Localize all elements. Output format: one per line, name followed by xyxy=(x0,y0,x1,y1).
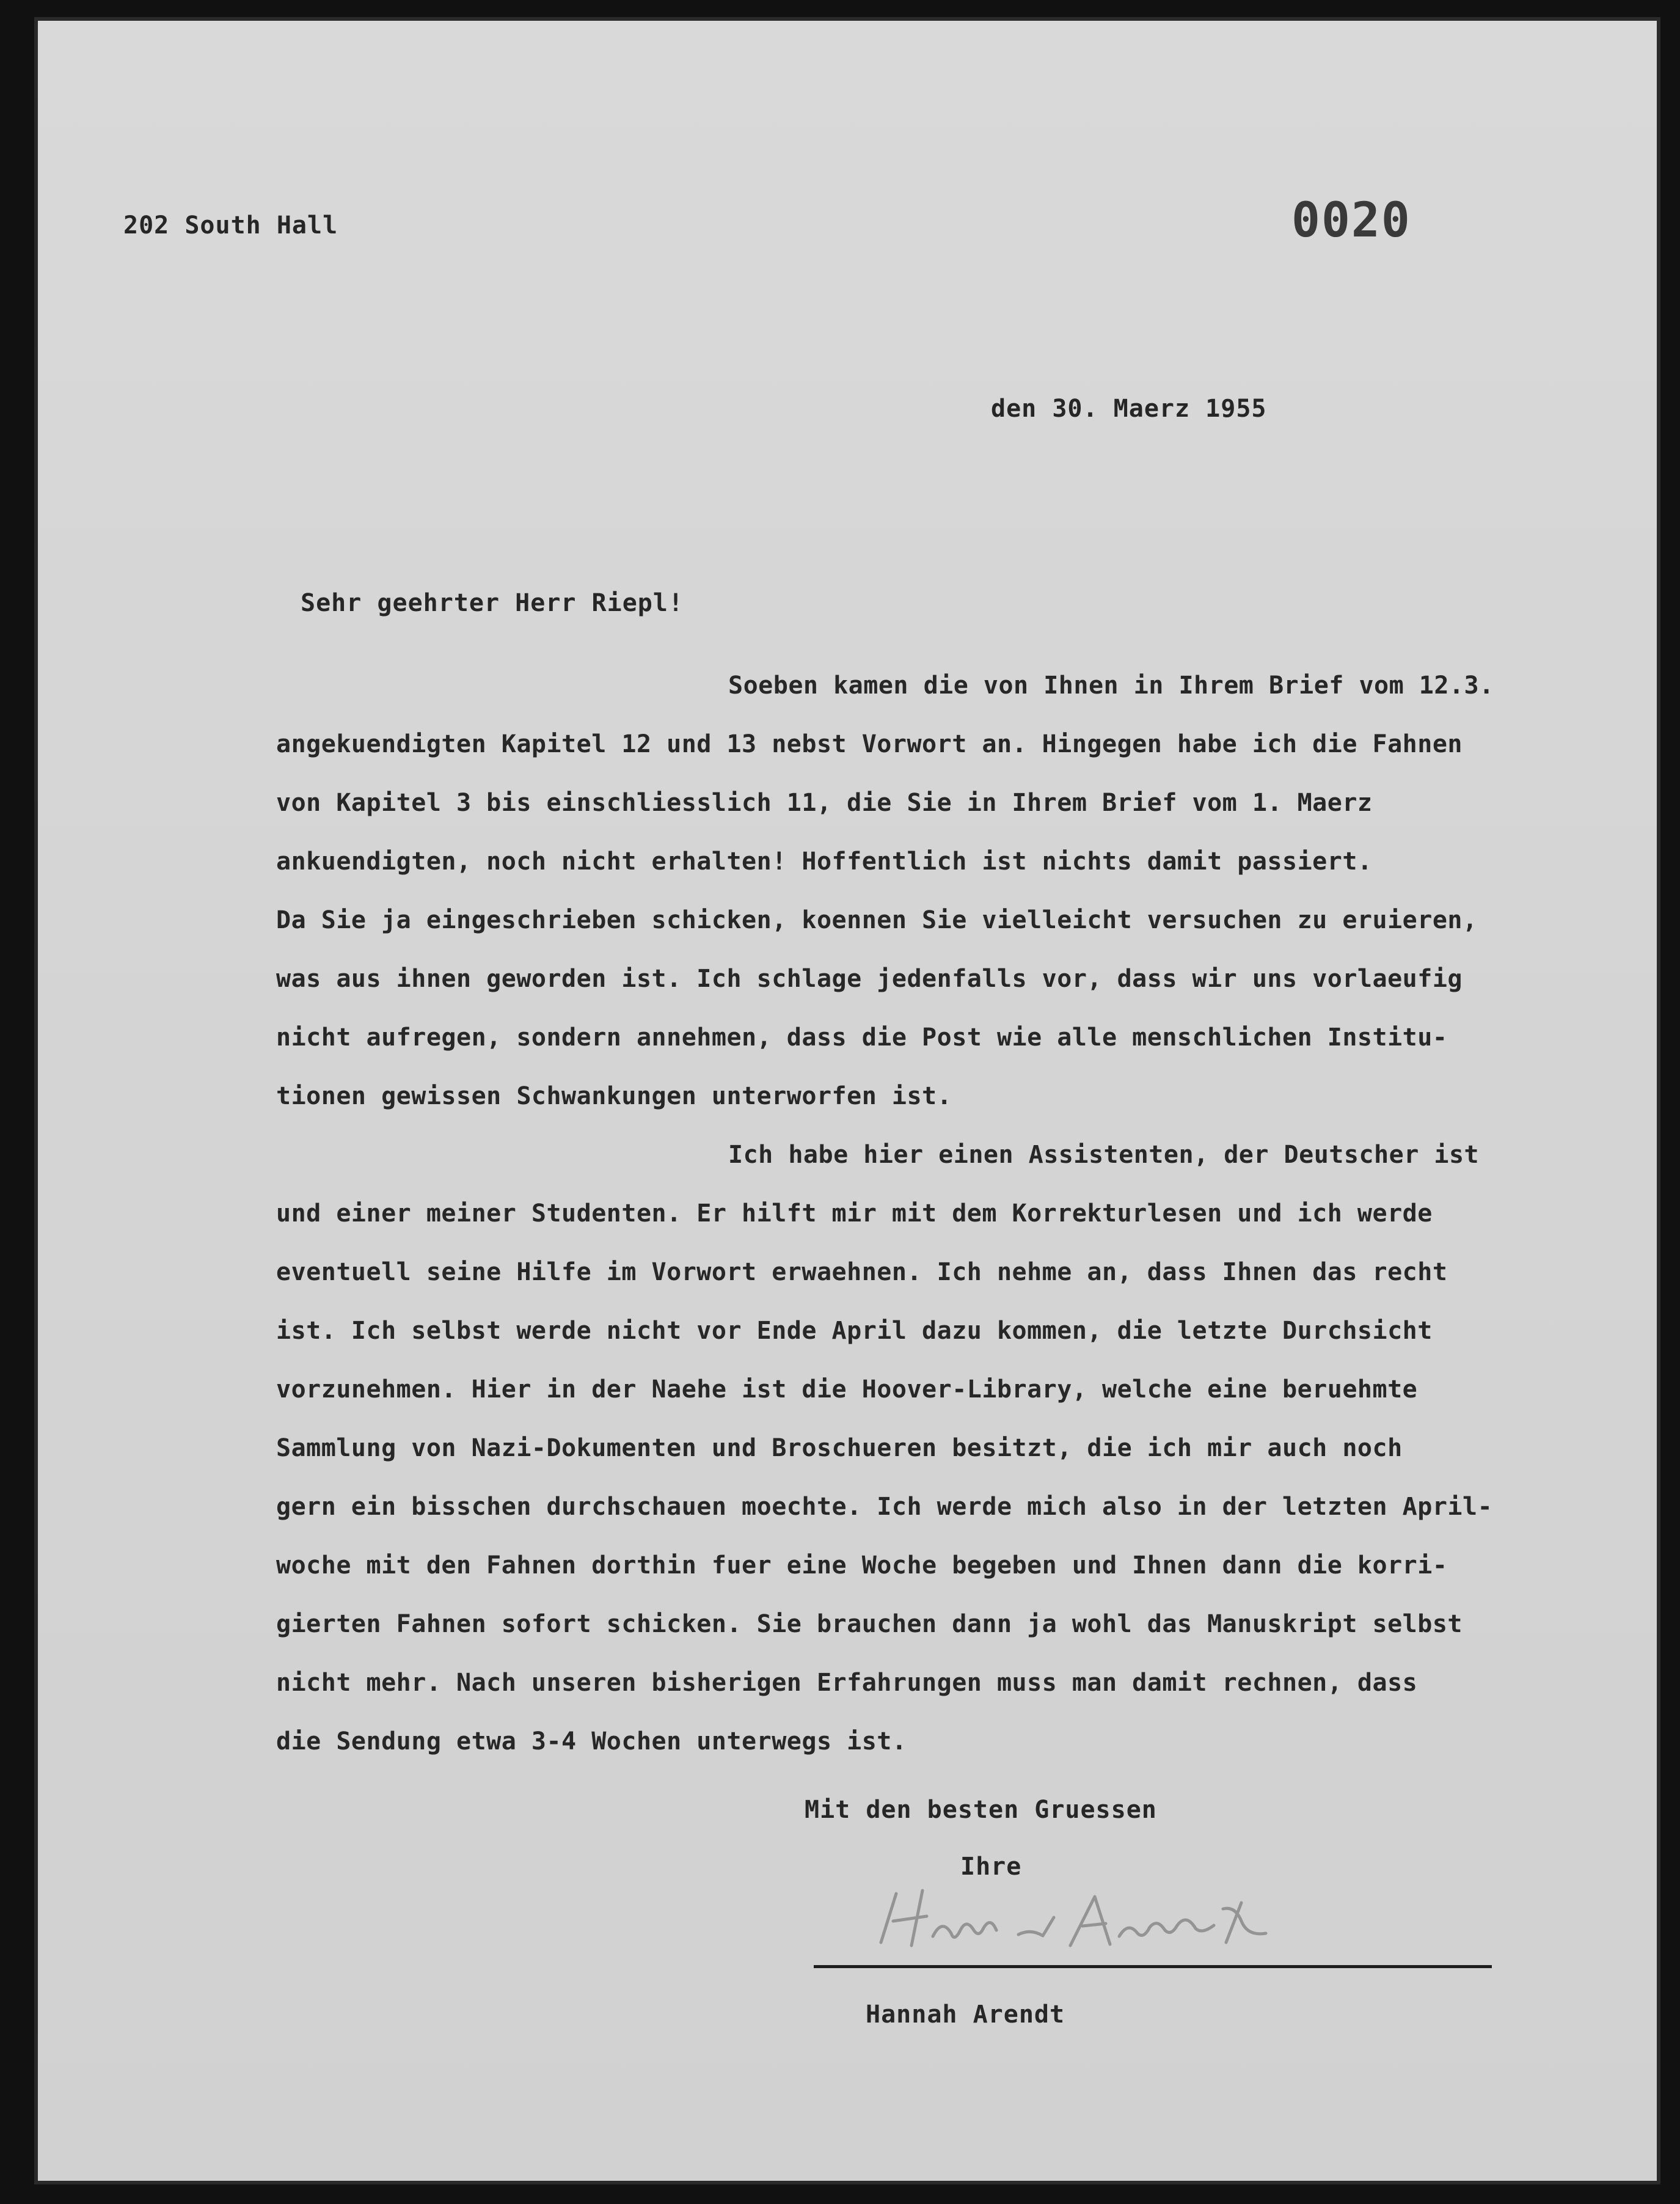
body-line: nicht mehr. Nach unseren bisherigen Erfahrungen muss man damit rechnen, dass xyxy=(276,1669,1418,1697)
body-line: eventuell seine Hilfe im Vorwort erwaehnen. Ich nehme an, dass Ihnen das recht xyxy=(276,1258,1448,1286)
body-line: vorzunehmen. Hier in der Naehe ist die Hoover-Library, welche eine beruehmte xyxy=(276,1375,1418,1404)
body-line: die Sendung etwa 3-4 Wochen unterwegs ist. xyxy=(276,1727,907,1756)
body-line: nicht aufregen, sondern annehmen, dass die Post wie alle menschlichen Institu- xyxy=(276,1023,1448,1052)
body-line: ist. Ich selbst werde nicht vor Ende April dazu kommen, die letzte Durchsicht xyxy=(276,1317,1433,1345)
letter-date: den 30. Maerz 1955 xyxy=(991,395,1267,423)
body-line: tionen gewissen Schwankungen unterworfen ist. xyxy=(276,1082,952,1110)
letter-body xyxy=(276,656,1651,1771)
body-line: ankuendigten, noch nicht erhalten! Hoffentlich ist nichts damit passiert. xyxy=(276,848,1373,876)
sender-address: 202 South Hall xyxy=(123,211,338,240)
body-line: was aus ihnen geworden ist. Ich schlage jedenfalls vor, dass wir uns vorlaeufig xyxy=(276,965,1463,993)
signer-name: Hannah Arendt xyxy=(866,2001,1065,2029)
closing-word: Ihre xyxy=(960,1853,1022,1881)
document-number: 0020 xyxy=(1291,193,1411,248)
closing: Mit den besten Gruessen xyxy=(805,1796,1157,1824)
letter-page xyxy=(38,21,1657,2181)
body-line: Ich habe hier einen Assistenten, der Deutscher ist xyxy=(728,1141,1480,1169)
body-line: woche mit den Fahnen dorthin fuer eine Woche begeben und Ihnen dann die korri- xyxy=(276,1551,1448,1580)
body-line: angekuendigten Kapitel 12 und 13 nebst Vorwort an. Hingegen habe ich die Fahnen xyxy=(276,730,1463,758)
body-line: und einer meiner Studenten. Er hilft mir mit dem Korrekturlesen und ich werde xyxy=(276,1199,1433,1228)
body-line: von Kapitel 3 bis einschliesslich 11, die Sie in Ihrem Brief vom 1. Maerz xyxy=(276,789,1373,817)
body-line: Soeben kamen die von Ihnen in Ihrem Brief vom 12.3. xyxy=(728,672,1494,700)
body-line: gierten Fahnen sofort schicken. Sie brauchen dann ja wohl das Manuskript selbst xyxy=(276,1610,1463,1638)
body-line: Da Sie ja eingeschrieben schicken, koennen Sie vielleicht versuchen zu eruieren, xyxy=(276,906,1478,934)
handwritten-signature xyxy=(869,1878,1309,1958)
salutation: Sehr geehrter Herr Riepl! xyxy=(301,589,684,617)
body-line: Sammlung von Nazi-Dokumenten und Broschueren besitzt, die ich mir auch noch xyxy=(276,1434,1403,1462)
body-line: gern ein bisschen durchschauen moechte. Ich werde mich also in der letzten April- xyxy=(276,1493,1493,1521)
signature-line xyxy=(814,1965,1492,1968)
